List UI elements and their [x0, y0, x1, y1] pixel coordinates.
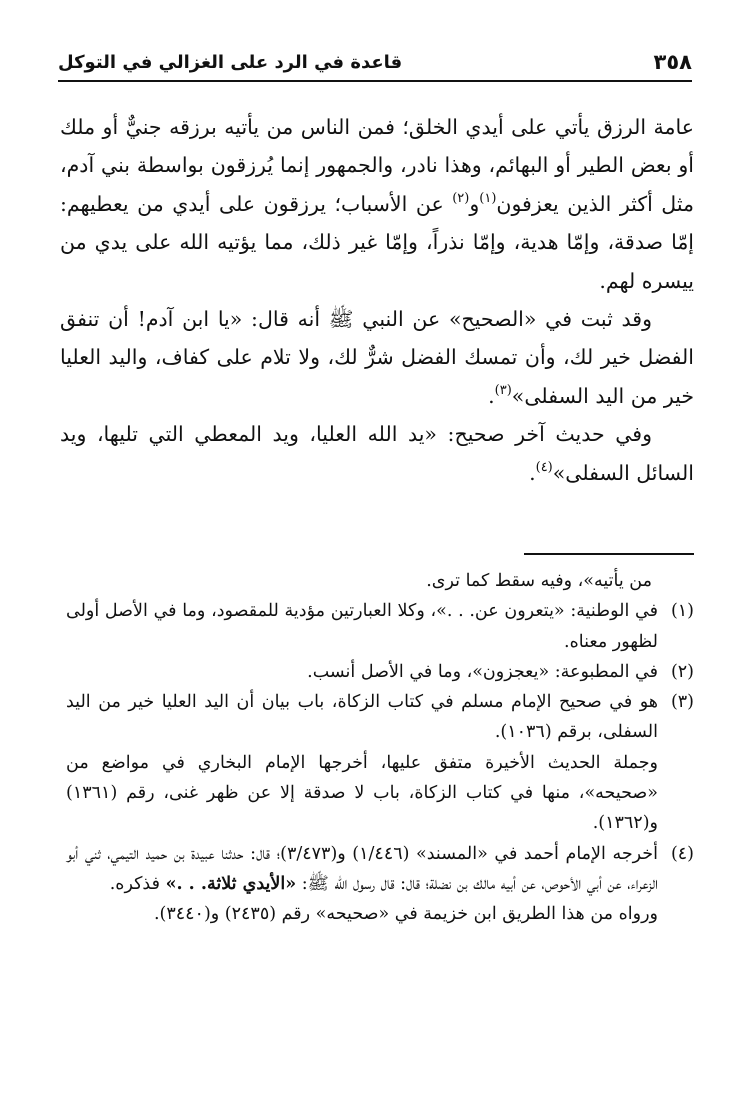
page-number: ٣٥٨: [653, 50, 692, 74]
footnote-4-paragraph-2: ورواه من هذا الطريق ابن خزيمة في «صحيحه» رقم (٢٤٣٥) و(٣٤٤٠).: [153, 904, 658, 925]
paragraph-3-text: وفي حديث آخر صحيح: «يد الله العليا، ويد المعطي التي تليها، ويد السائل السفلى»: [60, 422, 694, 485]
footnote-4-number: (٤): [670, 843, 694, 864]
footnote-ref-2: (٢): [452, 190, 470, 206]
footnote-2-number: (٢): [670, 661, 694, 682]
footnote-2: [66, 657, 694, 687]
paragraph-1-text: عامة الرزق يأتي على أيدي الخلق؛ فمن الناس من يأتيه برزقه جنيٌّ أو ملك أو بعض الطير أو البهائم، وهذا نادر، والجمهور إنما يُرزقون بواسطة بني آدم، مثل أكثر الذين يعزفون: [60, 115, 695, 216]
running-title: قاعدة في الرد على الغزالي في التوكل: [58, 51, 403, 73]
footnotes: [66, 566, 694, 930]
footnote-4: [66, 839, 694, 930]
footnote-3-paragraph-2: وجملة الحديث الأخيرة متفق عليها، أخرجها الإمام البخاري في مواضع من «صحيحه»، منها في كتاب الزكاة، باب لا صدقة إلا عن ظهر غنى، رقم (١٣٦١) و(١٣٦٢).: [66, 752, 658, 834]
footnote-3-text: هو في صحيح الإمام مسلم في كتاب الزكاة، باب بيان أن اليد العليا خير من اليد السفلى، برقم (١٠٣٦).: [66, 692, 658, 743]
footnote-ref-1: (١): [479, 190, 497, 206]
paragraph-2-text: وقد ثبت في «الصحيح» عن النبي ﷺ أنه قال: «يا ابن آدم! أن تنفق الفضل خير لك، وأن تمسك الفضل شرٌّ لك، ولا تلام على كفاف، واليد العليا خير من اليد السفلى»: [60, 307, 694, 408]
paragraph-2: [60, 300, 694, 415]
footnote-2-text: في المطبوعة: «يعجزون»، وما في الأصل أنسب.: [307, 661, 658, 682]
footnote-1-number: (١): [670, 601, 694, 622]
footnote-continuation: من يأتيه»، وفيه سقط كما ترى.: [426, 571, 652, 591]
footnote-3-number: (٣): [670, 692, 694, 713]
main-text: [60, 108, 694, 492]
footnote-1: [66, 596, 694, 657]
footnote-ref-3: (٣): [494, 382, 512, 398]
paragraph-2-end: .: [488, 383, 495, 408]
page-header: [58, 44, 692, 82]
footnote-4-hadith-quote: «الأيدي ثلاثة. . .»: [165, 873, 297, 894]
footnote-ref-4: (٤): [535, 459, 553, 475]
footnote-4-text-a: أخرجه الإمام أحمد في «المسند» (١/٤٤٦) و(٣/٤٧٣)؛ قال: حدثنا عبيدة بن حميد التيمي، ثني أبو الزعراء، عن أبي الأحوص، عن أبيه مالك بن نضلة؛ قال: قال رسول الله ﷺ:: [66, 843, 658, 894]
paragraph-3: [60, 415, 694, 492]
paragraph-1-conjunction: و: [469, 191, 480, 216]
footnote-separator: [524, 553, 694, 555]
paragraph-3-end: .: [529, 460, 536, 485]
paragraph-1: [60, 108, 694, 300]
footnote-3: [66, 687, 694, 838]
paragraph-1-rest: عن الأسباب؛ يرزقون على أيدي من يعطيهم: إمّا صدقة، وإمّا هدية، وإمّا نذراً، وإمّا غير ذلك، مما يؤتيه الله على يدي من ييسره لهم.: [60, 191, 694, 293]
footnote-4-text: [66, 839, 658, 900]
footnote-1-text: في الوطنية: «يتعرون عن. . .»، وكلا العبارتين مؤدية للمقصود، وما في الأصل أولى لظهور معناه.: [66, 601, 658, 652]
footnote-4-text-b: فذكره.: [109, 873, 166, 894]
